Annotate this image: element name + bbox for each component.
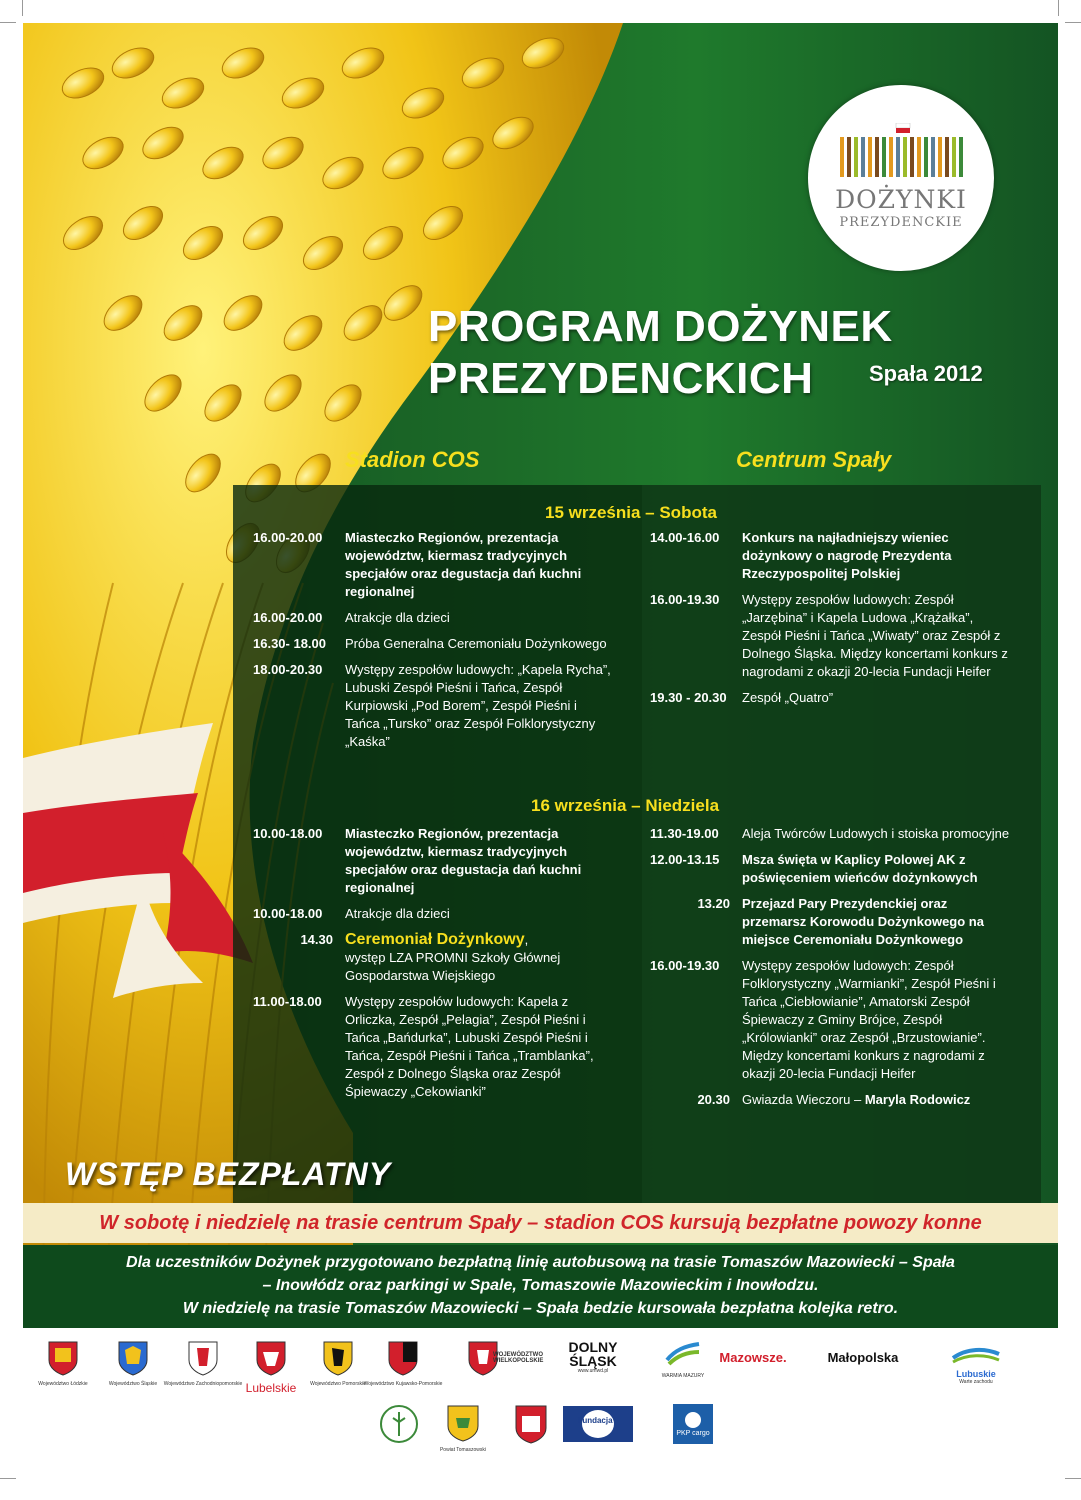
event-item	[650, 825, 1010, 843]
ceremony-highlight: Ceremoniał Dożynkowy	[345, 931, 525, 948]
star-performer: Maryla Rodowicz	[864, 1092, 971, 1107]
sponsor-label: Lubuskie	[956, 1369, 996, 1379]
event-desc: Przejazd Pary Prezydenckiej oraz przemarsz Korowodu Dożynkowego na miejsce Ceremoniału Dożynkowego	[742, 896, 984, 947]
coat-of-arms-icon	[514, 1404, 548, 1444]
carriage-banner: W sobotę i niedzielę na trasie centrum Spały – stadion COS kursują bezpłatne powozy konne	[23, 1203, 1058, 1243]
crop-mark	[0, 22, 16, 23]
event-desc: Występy zespołów ludowych: Kapela z Orliczka, Zespół „Pelagia”, Zespół Pieśni i Tańca „Bańdurka”, Lubuski Zespół Pieśni i Tańca, Zespół Pieśni i Tańca „Tramblanka”, Zespół z Dolnego Śląska oraz Zespół Śpiewaczy „Cekowianki”	[345, 994, 594, 1099]
event-desc: Atrakcje dla dzieci	[345, 610, 450, 625]
event-desc: Występy zespołów ludowych: Zespół Folklorystyczny „Warmianki”, Zespół Pieśni i Tańca „Ciebłowianie”, Amatorski Zespół Śpiewaczy z Gminy Brójce, Zespół „Królowianki” oraz Zespół „Brzustowianie”. Między koncertami konkurs z nagrodami z okazji 20-lecia Fundacji Heifer	[742, 958, 996, 1081]
sponsor-label: Fundacja	[577, 1416, 613, 1425]
event-desc: Gwiazda Wieczoru –	[742, 1092, 865, 1107]
event-item	[650, 529, 1010, 583]
title-line2: PREZYDENCKICH	[428, 354, 814, 403]
coat-of-arms-icon	[446, 1404, 480, 1442]
event-time: 16.00-20.00	[253, 530, 323, 545]
title-subtitle: Spała 2012	[869, 361, 983, 386]
event-item	[253, 609, 613, 627]
event-item	[650, 591, 1010, 681]
warmia-logo-icon	[665, 1340, 701, 1368]
day1-left-column	[253, 529, 613, 759]
sponsor-pkp-cargo	[653, 1404, 733, 1449]
event-item	[650, 895, 1010, 949]
event-desc: Miasteczko Regionów, prezentacja województw, kiermasz tradycyjnych specjałów oraz degustacja dań kuchni regionalnej	[345, 826, 582, 895]
event-time: 16.30- 18.00	[253, 636, 327, 651]
event-item	[650, 1091, 1010, 1109]
event-item	[650, 851, 1010, 887]
sponsor-label: Województwo Pomorskie	[310, 1381, 366, 1387]
sponsor-slaskie	[93, 1340, 173, 1387]
sponsor-label: DOLNY ŚLĄSK	[568, 1339, 618, 1369]
event-item	[253, 529, 613, 601]
event-item: 14.30 Ceremoniał Dożynkowy, występ LZA PROMNI Szkoły Głównej Gospodarstwa Wiejskiego	[253, 931, 613, 985]
sponsor-label: Województwo Kujawsko-Pomorskie	[363, 1381, 443, 1387]
event-desc: Występy zespołów ludowych: Zespół „Jarzębina” i Kapela Ludowa „Krążałka”, Zespół Pieśni i Tańca „Wiwaty” oraz Zespół z Dolnego Śląska. Między koncertami konkurs z nagrodami z okazji 20-lecia Fundacji Heifer	[742, 592, 1008, 679]
sponsor-label: PKP cargo	[676, 1430, 710, 1437]
sponsor-kujawsko	[363, 1340, 443, 1387]
day1-label: 15 września – Sobota	[545, 503, 717, 522]
event-time: 13.20	[697, 896, 730, 911]
coat-of-arms-icon	[255, 1340, 287, 1376]
event-item	[253, 905, 613, 923]
sponsor-fundacja	[558, 1404, 638, 1449]
event-time: 11.30-19.00	[650, 826, 719, 841]
seal-icon	[379, 1404, 419, 1444]
event-time: 12.00-13.15	[650, 852, 720, 867]
event-item	[253, 993, 613, 1101]
event-desc: Zespół „Quatro”	[742, 690, 834, 705]
logo-bars-icon	[838, 123, 964, 179]
event-time: 14.00-16.00	[650, 530, 720, 545]
title-line1: PROGRAM DOŻYNEK	[428, 302, 893, 351]
event-item	[253, 661, 613, 751]
sponsor-label: Mazowsze.	[719, 1350, 787, 1365]
event-desc: Msza święta w Kaplicy Polowej AK z poświęceniem wieńców dożynkowych	[742, 852, 978, 885]
sponsor-lubuskie	[921, 1342, 1031, 1385]
sponsor-lodzkie	[23, 1340, 103, 1387]
event-desc: występ LZA PROMNI Szkoły Głównej Gospodarstwa Wiejskiego	[345, 950, 561, 983]
day2-right-column	[650, 825, 1010, 1117]
crop-mark	[1065, 1478, 1081, 1479]
sponsor-label: Powiat Tomaszowski	[439, 1447, 487, 1453]
event-time: 10.00-18.00	[253, 906, 323, 921]
sponsor-label: Województwo Łódzkie	[38, 1381, 88, 1387]
venue-right: Centrum Spały	[736, 447, 892, 472]
bus-line2: – Inowłódz oraz parkingi w Spale, Tomaszowie Mazowieckim i Inowłodzu.	[262, 1277, 819, 1294]
day2-left-column	[253, 825, 613, 1109]
event-time: 20.30	[697, 1092, 730, 1107]
sponsor-label: Małopolska	[827, 1350, 899, 1365]
free-entry-heading: WSTĘP BEZPŁATNY	[65, 1156, 392, 1192]
event-desc: Aleja Twórców Ludowych i stoiska promocyjne	[742, 826, 1010, 841]
coat-of-arms-icon	[117, 1340, 149, 1376]
coat-of-arms-icon	[187, 1340, 219, 1376]
pkp-cargo-icon	[673, 1404, 713, 1444]
sponsor-label: WARMIA MAZURY	[661, 1373, 705, 1379]
day1-right-column	[650, 529, 1010, 715]
bus-line1: Dla uczestników Dożynek przygotowano bezpłatną linię autobusową na trasie Tomaszów Mazowiecki – Spała	[126, 1254, 955, 1271]
crop-mark	[0, 1478, 16, 1479]
poster	[23, 23, 1058, 1328]
day2-label: 16 września – Niedziela	[531, 796, 720, 815]
event-desc: Konkurs na najładniejszy wieniec dożynkowy o nagrodę Prezydenta Rzeczypospolitej Polskiej	[742, 530, 952, 581]
event-time: 11.00-18.00	[253, 994, 322, 1009]
event-desc: Występy zespołów ludowych: „Kapela Rycha”, Lubuski Zespół Pieśni i Tańca, Zespół Kurpiowski „Pod Borem”, Zespół Pieśni i Tańca „Tursko” oraz Zespół Folklorystyczny „Kaśka”	[345, 662, 611, 749]
event-time: 16.00-20.00	[253, 610, 323, 625]
event-time: 14.30	[300, 932, 333, 947]
sponsor-mazowsze	[708, 1350, 798, 1365]
sponsor-label: Lubelskie	[245, 1381, 297, 1395]
logo-subtitle: PREZYDENCKIE	[839, 215, 963, 230]
sponsor-label: Województwo Śląskie	[108, 1381, 158, 1387]
crop-mark	[1065, 22, 1081, 23]
event-item	[253, 635, 613, 653]
venue-left: Stadion COS	[345, 447, 480, 472]
sponsor-malopolska	[813, 1350, 913, 1365]
event-time: 16.00-19.30	[650, 592, 720, 607]
sponsor-dolny-slask	[543, 1340, 643, 1374]
event-time: 19.30 - 20.30	[650, 690, 727, 705]
sponsor-label: WOJEWÓDZTWO WIELKOPOLSKIE	[493, 1352, 544, 1364]
event-item	[650, 957, 1010, 1083]
sponsor-logos	[23, 1330, 1058, 1480]
event-time: 16.00-19.30	[650, 958, 720, 973]
coat-of-arms-icon	[47, 1340, 79, 1376]
crop-mark	[22, 0, 23, 16]
event-desc: Miasteczko Regionów, prezentacja województw, kiermasz tradycyjnych specjałów oraz degustacja dań kuchni regionalnej	[345, 530, 582, 599]
sponsor-sub: Warte zachodu	[959, 1379, 993, 1385]
logo-title: DOŻYNKI	[835, 185, 967, 214]
coat-of-arms-icon	[387, 1340, 419, 1376]
crop-mark	[1058, 0, 1059, 16]
transport-banner	[23, 1245, 1058, 1328]
event-desc: Atrakcje dla dzieci	[345, 906, 450, 921]
sponsor-url: www.umwd.pl	[577, 1368, 609, 1374]
event-time: 18.00-20.30	[253, 662, 323, 677]
coat-of-arms-icon	[322, 1340, 354, 1376]
event-desc: Próba Generalna Ceremoniału Dożynkowego	[345, 636, 607, 651]
event-item	[253, 825, 613, 897]
page-title	[428, 301, 893, 405]
event-time: 10.00-18.00	[253, 826, 323, 841]
event-item	[650, 689, 1010, 707]
lubuskie-logo-icon	[951, 1342, 1001, 1364]
sponsor-wielkopolskie	[433, 1340, 544, 1381]
dozynki-logo	[808, 85, 994, 271]
sponsor-label: Województwo Zachodniopomorskie	[163, 1381, 243, 1387]
train-line: W niedzielę na trasie Tomaszów Mazowiecki – Spała bedzie kursowała bezpłatna kolejka retro.	[182, 1300, 899, 1317]
